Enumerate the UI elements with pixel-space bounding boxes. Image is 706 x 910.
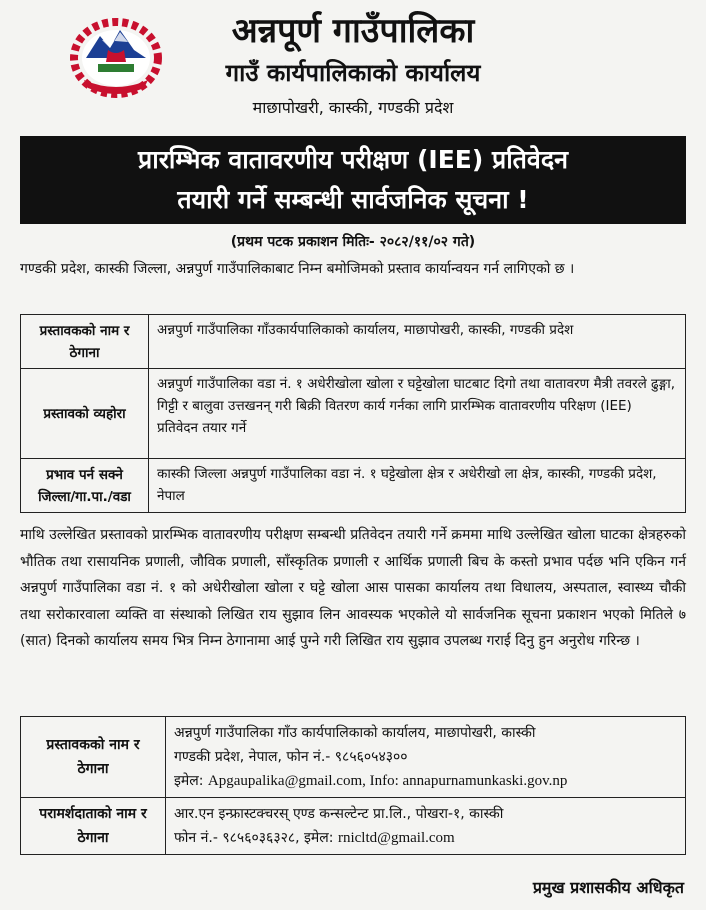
proponent-email-label: इमेल:	[174, 773, 204, 789]
municipality-title: अन्नपूर्ण गाउँपालिका	[231, 11, 475, 51]
proponent-contact-line-2: गण्डकी प्रदेश, नेपाल, फोन नं.- ९८५६०५४३००	[174, 749, 408, 765]
intro-paragraph: गण्डकी प्रदेश, कास्की जिल्ला, अन्नपुर्ण गाउँपालिकाबाट निम्न बमोजिमको प्रस्ताव कार्यान्वयन गर्न लागिएको छ ।	[20, 261, 575, 277]
proponent-contact-value	[166, 717, 686, 798]
signature-title: प्रमुख प्रशासकीय अधिकृत	[532, 878, 684, 897]
consultant-phone: फोन नं.- ९८५६०३६३२८, इमेल:	[174, 830, 334, 846]
proposal-subject-label: प्रस्तावको व्यहोरा	[21, 369, 149, 459]
letterhead	[0, 0, 706, 130]
contact-table	[20, 716, 686, 855]
proponent-value: अन्नपुर्ण गाउँपालिका गाँउकार्यपालिकाको कार्यालय, माछापोखरी, कास्की, गण्डकी प्रदेश	[149, 315, 686, 369]
consultant-line-1: आर.एन इन्फ्रास्टक्चरस् एण्ड कन्सल्टेन्ट प्रा.लि., पोखरा-१, कास्की	[174, 806, 504, 822]
consultant-email: rnicltd@gmail.com	[337, 830, 455, 846]
proponent-label: प्रस्तावकको नाम र ठेगाना	[21, 315, 149, 369]
proponent-contact-label: प्रस्तावकको नाम र ठेगाना	[21, 717, 166, 798]
proposal-table	[20, 314, 686, 513]
office-address: माछापोखरी, कास्की, गण्डकी प्रदेश	[252, 98, 454, 117]
proponent-contact-line-1: अन्नपुर्ण गाउँपालिका गाँउ कार्यपालिकाको कार्यालय, माछापोखरी, कास्की	[174, 725, 536, 741]
affected-area-value: कास्की जिल्ला अन्नपुर्ण गाउँपालिका वडा नं. १ घट्टेखोला क्षेत्र र अधेरीखो ला क्षेत्र, कास्की, गण्डकी प्रदेश, नेपाल	[149, 459, 686, 513]
notice-banner	[20, 136, 686, 224]
notice-body: माथि उल्लेखित प्रस्तावको प्रारम्भिक वातावरणीय परीक्षण सम्बन्धी प्रतिवेदन तयारी गर्ने क्रममा माथि उल्लेखित खोला घाटका क्षेत्रहरुको भौतिक तथा रासायनिक प्रणाली, जौविक प्रणाली, साँस्कृतिक प्रणाली र आर्थिक प्रणाली बिच के कस्तो प्रभाव पर्दछ भनि एकिन गर्न अन्नपुर्ण गाउँपालिका वडा नं. १ को अधेरीखोला खोला र घट्टे खोला आस पासका कार्यालय तथा विधालय, अस्पताल, स्वास्थ्य चौकी तथा सरोकारवाला व्यक्ति वा संस्थाको लिखित राय सुझाव लिन आवस्यक भएकोले यो सार्वजनिक सूचना प्रकाशन भएको मितिले ७ (सात) दिनको कार्यालय समय भित्र निम्न ठेगानामा आई पुग्ने गरी लिखित राय सुझाव उपलब्ध गराई दिनु हुन अनुरोध गरिन्छ ।	[20, 527, 686, 649]
banner-line-1: प्रारम्भिक वातावरणीय परीक्षण (IEE) प्रतिवेदन	[138, 145, 568, 174]
consultant-label: परामर्शदाताको नाम र ठेगाना	[21, 798, 166, 855]
publication-date: (प्रथम पटक प्रकाशन मितिः- २०८२/११/०२ गते)	[230, 234, 476, 250]
table-row	[21, 717, 686, 798]
affected-area-label: प्रभाव पर्न सक्ने जिल्ला/गा.पा./वडा	[21, 459, 149, 513]
table-row	[21, 369, 686, 459]
consultant-contact-line	[174, 826, 677, 850]
office-name: गाउँ कार्यपालिकाको कार्यालय	[225, 59, 481, 87]
table-row	[21, 315, 686, 369]
proponent-email: Apgaupalika@gmail.com, Info: annapurnamunkaski.gov.np	[207, 773, 568, 789]
proponent-email-line	[174, 769, 677, 793]
banner-line-2: तयारी गर्ने सम्बन्धी सार्वजनिक सूचना !	[177, 185, 529, 214]
table-row	[21, 459, 686, 513]
consultant-value	[166, 798, 686, 855]
table-row	[21, 798, 686, 855]
proposal-subject-value: अन्नपुर्ण गाउँपालिका वडा नं. १ अधेरीखोला खोला र घट्टेखोला घाटबाट दिगो तथा वातावरण मैत्री तवरले ढुङ्गा, गिट्टी र बालुवा उत्तखनन् गरी बिक्री वितरण कार्य गर्नका लागि प्रारम्भिक वातावरणीय परिक्षण (IEE) प्रतिवेदन तयार गर्ने	[149, 369, 686, 459]
